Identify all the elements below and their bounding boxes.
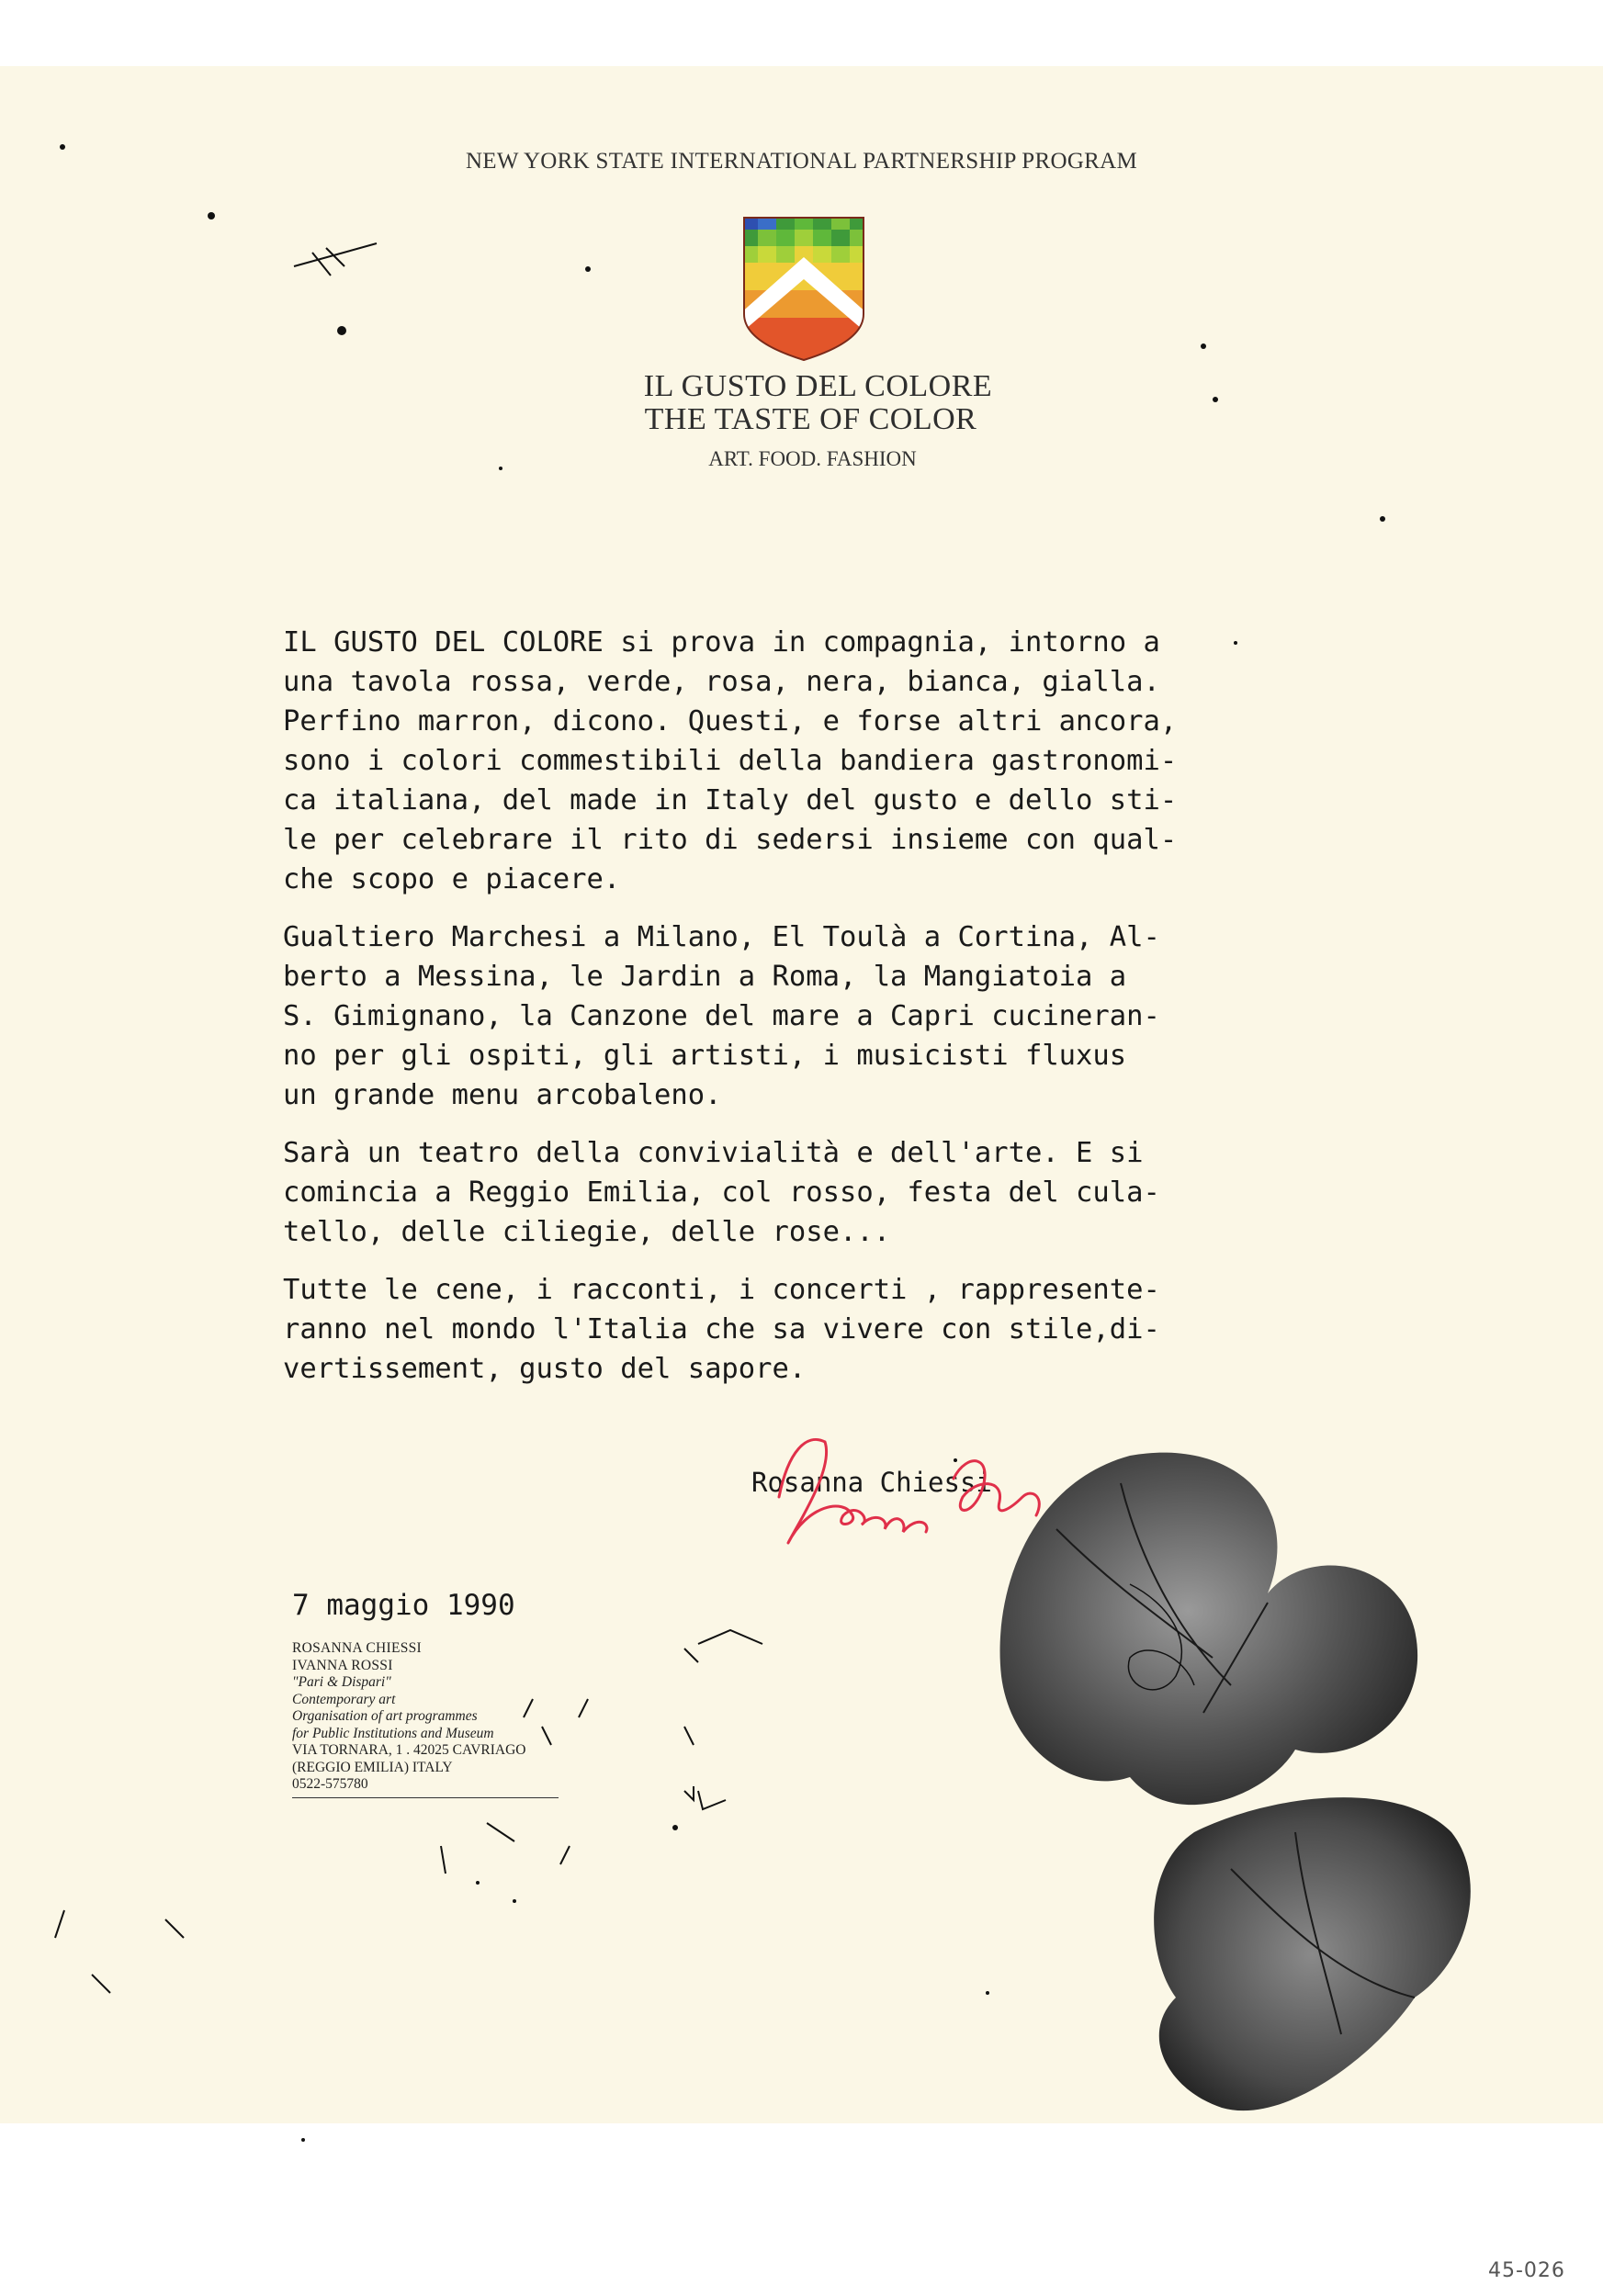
address-underline (292, 1797, 559, 1798)
letter-body (283, 623, 1367, 1407)
address-line-1: ROSANNA CHIESSI (292, 1640, 423, 1656)
title-english: THE TASTE OF COLOR (644, 402, 977, 436)
sender-address-stamp (292, 1640, 595, 1798)
program-header: NEW YORK STATE INTERNATIONAL PARTNERSHIP PROGRAM (465, 149, 1138, 174)
address-line-6: for Public Institutions and Museum (292, 1725, 494, 1741)
letter-date: 7 maggio 1990 (292, 1589, 515, 1622)
signatory-name: Rosanna Chiessi (751, 1467, 992, 1498)
address-line-5: Organisation of art programmes (292, 1708, 478, 1724)
address-line-7: VIA TORNARA, 1 . 42025 CAVRIAGO (292, 1742, 526, 1758)
address-line-8: (REGGIO EMILIA) ITALY (292, 1759, 453, 1775)
address-line-9: 0522-575780 (292, 1776, 368, 1792)
paragraph-2: Gualtiero Marchesi a Milano, El Toulà a Cortina, Al- berto a Messina, le Jardin a Roma, la Mangiatoia a S. Gimignano, la Canzone del mare a Capri cucineran- no per gli ospiti, gli artisti, i musicisti fluxus un grande menu arcobaleno. (283, 921, 1160, 1111)
shield-crest-icon (739, 213, 868, 365)
address-line-3: "Pari & Dispari" (292, 1674, 391, 1690)
tagline: ART. FOOD. FASHION (708, 447, 917, 470)
title-italian: IL GUSTO DEL COLORE (643, 369, 993, 403)
paragraph-1: IL GUSTO DEL COLORE si prova in compagnia, intorno a una tavola rossa, verde, rosa, nera, bianca, gialla. Perfino marron, dicono. Questi, e forse altri ancora, sono i colori commestibili della bandiera gastronomi- ca italiana, del made in Italy del gusto e dello sti- le per celebrare il rito di sedersi insieme con qual- che scopo e piacere. (283, 626, 1178, 895)
archive-number: 45-026 (1488, 2259, 1565, 2282)
address-line-4: Contemporary art (292, 1691, 396, 1707)
paragraph-4: Tutte le cene, i racconti, i concerti , rappresente- ranno nel mondo l'Italia che sa vivere con stile,di- vertissement, gusto del sapore. (283, 1274, 1160, 1385)
paragraph-3: Sarà un teatro della convivialità e dell'arte. E si comincia a Reggio Emilia, col rosso, festa del cula- tello, delle ciliegie, delle rose... (283, 1137, 1160, 1248)
dried-leaves-image (992, 1446, 1488, 2135)
address-line-2: IVANNA ROSSI (292, 1657, 393, 1673)
